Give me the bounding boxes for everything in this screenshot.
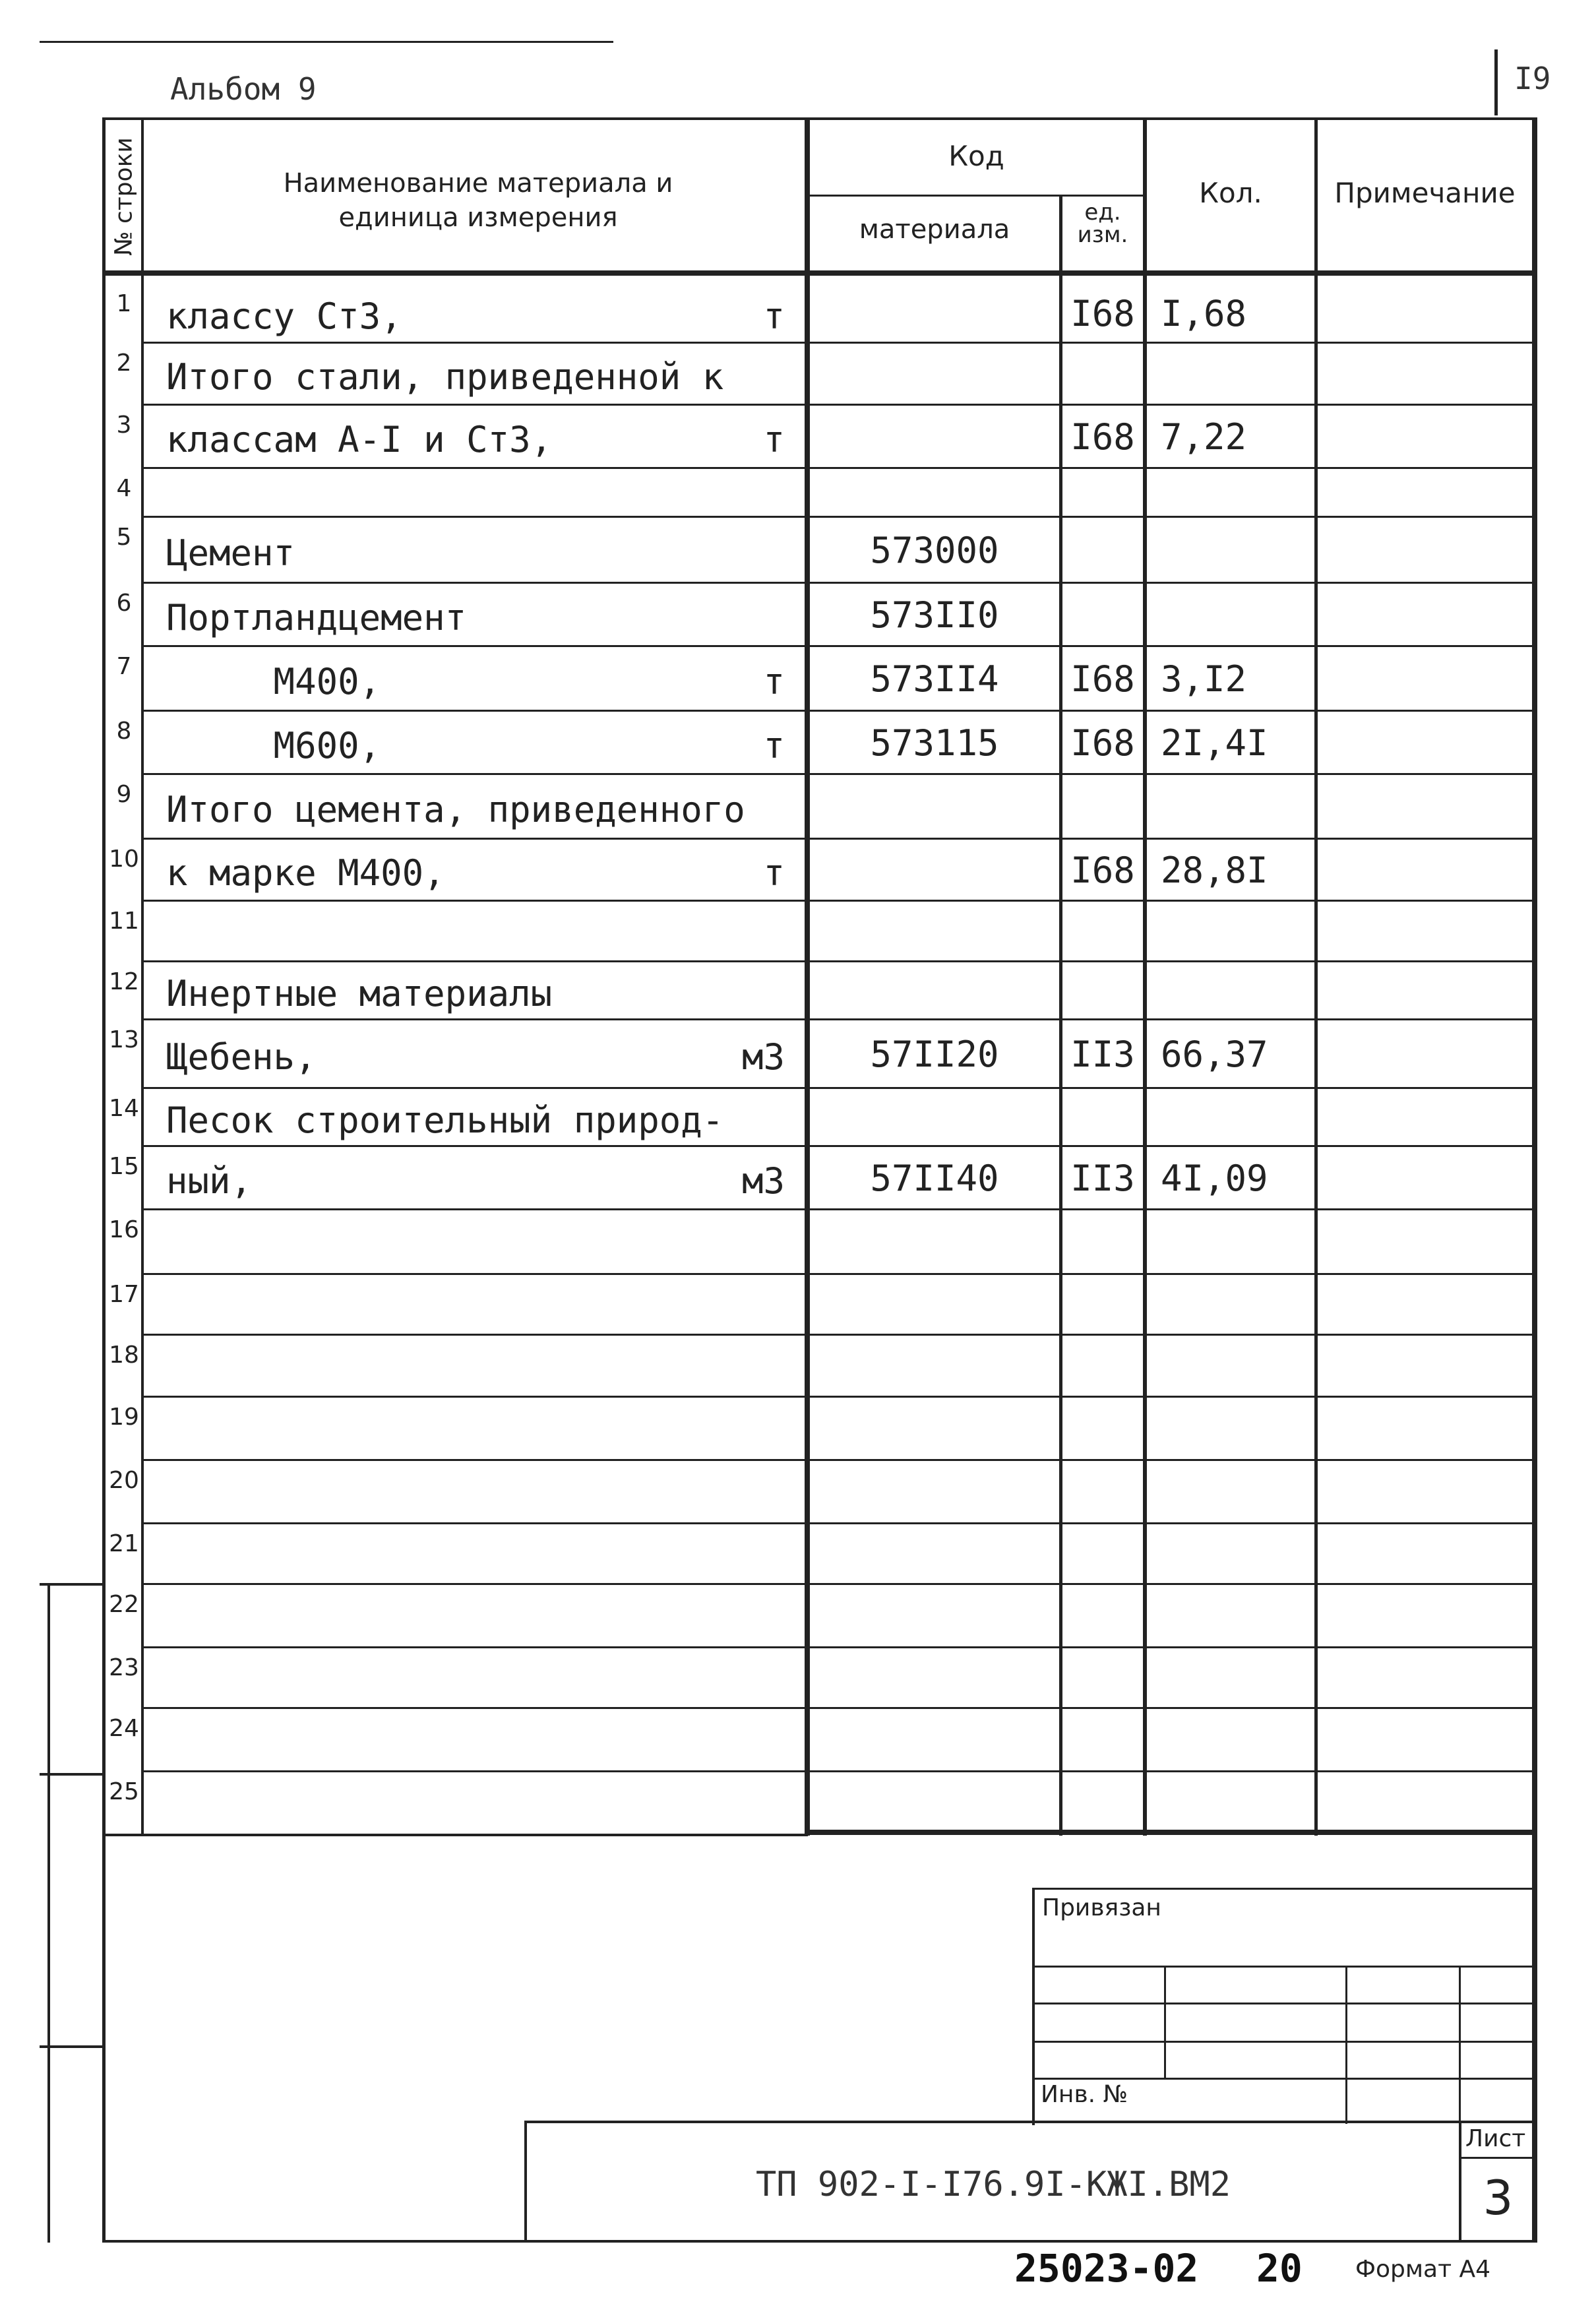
margin-mark-h2 [40, 1773, 106, 1776]
top-rule [40, 41, 613, 43]
row-number: 19 [109, 1404, 139, 1431]
header-note: Примечание [1334, 177, 1516, 209]
quantity: I,68 [1161, 293, 1247, 334]
margin-mark-h1 [40, 1583, 106, 1586]
unit-name: т [763, 419, 785, 460]
unit-code: I68 [1070, 293, 1135, 334]
row-divider [141, 900, 1536, 902]
header-bottom-border [104, 270, 1536, 276]
material-name: Щебень, [166, 1036, 317, 1078]
header-name: Наименование материала и единица измерения [283, 168, 673, 233]
row-divider [141, 960, 1536, 962]
row-number: 18 [109, 1342, 139, 1369]
row-divider [141, 1087, 1536, 1089]
album-label: Альбом 9 [170, 71, 317, 107]
row-divider [141, 1707, 1536, 1709]
material-name: ный, [166, 1160, 253, 1202]
row-number: 13 [109, 1026, 139, 1053]
row-number: 12 [109, 968, 139, 995]
margin-mark-h3 [40, 2045, 106, 2048]
material-name: к марке М400, [166, 852, 445, 894]
row-number: 16 [109, 1216, 139, 1243]
header-qty: Кол. [1199, 177, 1262, 209]
table-top-border [104, 117, 1536, 120]
row-divider [141, 710, 1536, 712]
row-number: 15 [109, 1153, 139, 1180]
stamp-h2 [1032, 2003, 1537, 2004]
unit-code: I68 [1070, 416, 1135, 458]
unit-name: м3 [741, 1036, 785, 1078]
margin-mark-v [47, 1583, 50, 2243]
row-number: 20 [109, 1467, 139, 1494]
material-name: Цемент [166, 532, 295, 574]
row-number: 2 [116, 350, 132, 377]
row-number: 6 [116, 590, 132, 617]
material-name: Песок строительный природ- [166, 1100, 724, 1141]
row-divider [141, 1334, 1536, 1336]
stamp-v1 [1164, 1966, 1166, 2078]
material-code: 57II20 [870, 1034, 999, 1075]
row-number: 22 [109, 1591, 139, 1618]
page-number: I9 [1514, 61, 1551, 96]
row-number: 4 [116, 475, 132, 502]
table-bottom-border [805, 1830, 1537, 1835]
titleblock-top [524, 2121, 1537, 2123]
unit-code: II3 [1070, 1034, 1135, 1075]
inv-no-label: Инв. № [1041, 2081, 1128, 2108]
row-divider [141, 342, 1536, 344]
titleblock-bottom [102, 2240, 1537, 2243]
stamp-v2 [1345, 1966, 1347, 2124]
row-divider [141, 1770, 1536, 1772]
stamp-top [1032, 1888, 1537, 1890]
unit-code: I68 [1070, 722, 1135, 764]
row-number: 14 [109, 1095, 139, 1122]
material-code: 573000 [870, 530, 999, 571]
stamp-v3 [1459, 1966, 1461, 2124]
quantity: 66,37 [1161, 1034, 1268, 1075]
material-code: 573II4 [870, 658, 999, 700]
unit-name: т [763, 725, 785, 766]
format-label: Формат А4 [1355, 2256, 1491, 2283]
row-number: 8 [116, 718, 132, 745]
code-sub-divider [806, 195, 1146, 197]
titleblock-left [524, 2121, 527, 2243]
header-code-material: материала [859, 214, 1010, 245]
material-name: М600, [166, 725, 381, 766]
row-divider [141, 467, 1536, 469]
table-right-border [1532, 117, 1537, 2243]
row-number: 25 [109, 1778, 139, 1805]
row-divider [141, 1583, 1536, 1585]
row-divider [141, 1208, 1536, 1210]
material-name: М400, [166, 661, 381, 702]
row-divider [141, 1459, 1536, 1461]
header-code-unit: ед. изм. [1077, 199, 1128, 248]
material-name: классу Ст3, [166, 295, 402, 337]
sheet-box-divider [1459, 2157, 1537, 2159]
quantity: 2I,4I [1161, 722, 1268, 764]
row-divider [141, 1646, 1536, 1648]
unit-code: I68 [1070, 850, 1135, 891]
row-divider [141, 516, 1536, 518]
material-name: Итого стали, приведенной к [166, 356, 724, 398]
row-divider [141, 404, 1536, 406]
stamp-h3 [1032, 2041, 1537, 2043]
row-number: 21 [109, 1530, 139, 1557]
header-code: Код [948, 140, 1004, 172]
row-number: 9 [116, 781, 132, 808]
material-name: классам А-I и Ст3, [166, 419, 553, 460]
quantity: 3,I2 [1161, 658, 1247, 700]
row-number: 7 [116, 653, 132, 680]
row-divider [141, 1273, 1536, 1275]
quantity: 7,22 [1161, 416, 1247, 458]
material-code: 57II40 [870, 1158, 999, 1199]
sheet-number: 3 [1483, 2170, 1514, 2225]
row-divider [141, 838, 1536, 840]
stamp-h1 [1032, 1966, 1537, 1968]
row-number: 1 [116, 290, 132, 317]
row-divider [141, 1018, 1536, 1020]
ucode-col-border [1143, 117, 1147, 1836]
material-code: 573II0 [870, 594, 999, 636]
name-col-border [805, 117, 810, 1836]
quantity: 28,8I [1161, 850, 1268, 891]
row-number: 3 [116, 412, 132, 439]
document-code: ТП 902-I-I76.9I-КЖI.ВМ2 [755, 2165, 1231, 2204]
unit-name: т [763, 661, 785, 702]
stamp-left [1032, 1888, 1035, 2125]
row-number: 5 [116, 524, 132, 551]
row-number: 17 [109, 1281, 139, 1308]
row-divider [141, 645, 1536, 647]
unit-name: т [763, 852, 785, 894]
row-divider [141, 1145, 1536, 1147]
row-divider [141, 773, 1536, 775]
material-code: 573115 [870, 722, 999, 764]
quantity: 4I,09 [1161, 1158, 1268, 1199]
row-number: 24 [109, 1715, 139, 1742]
row-divider [141, 582, 1536, 584]
header-row-no: № строки [110, 137, 138, 256]
sheet-label: Лист [1465, 2125, 1526, 2152]
linked-label: Привязан [1042, 1894, 1161, 1921]
row-number: 10 [109, 846, 139, 873]
row-divider [141, 1396, 1536, 1398]
left-frame [102, 117, 106, 2243]
material-name: Портландцемент [166, 597, 467, 638]
copy-number: 20 [1256, 2246, 1303, 2291]
order-number: 25023-02 [1014, 2246, 1199, 2291]
unit-name: м3 [741, 1160, 785, 1202]
row-number: 11 [109, 908, 139, 935]
table-bottom-border-left [102, 1834, 808, 1836]
stamp-h4 [1032, 2078, 1537, 2080]
material-name: Итого цемента, приведенного [166, 789, 745, 830]
row-divider [141, 1522, 1536, 1524]
unit-name: т [763, 295, 785, 337]
unit-code: I68 [1070, 658, 1135, 700]
qty-col-border [1314, 117, 1318, 1836]
unit-code: II3 [1070, 1158, 1135, 1199]
rownum-col-border [141, 117, 144, 1836]
material-name: Инертные материалы [166, 973, 553, 1014]
row-number: 23 [109, 1654, 139, 1681]
page-number-divider [1494, 49, 1498, 115]
